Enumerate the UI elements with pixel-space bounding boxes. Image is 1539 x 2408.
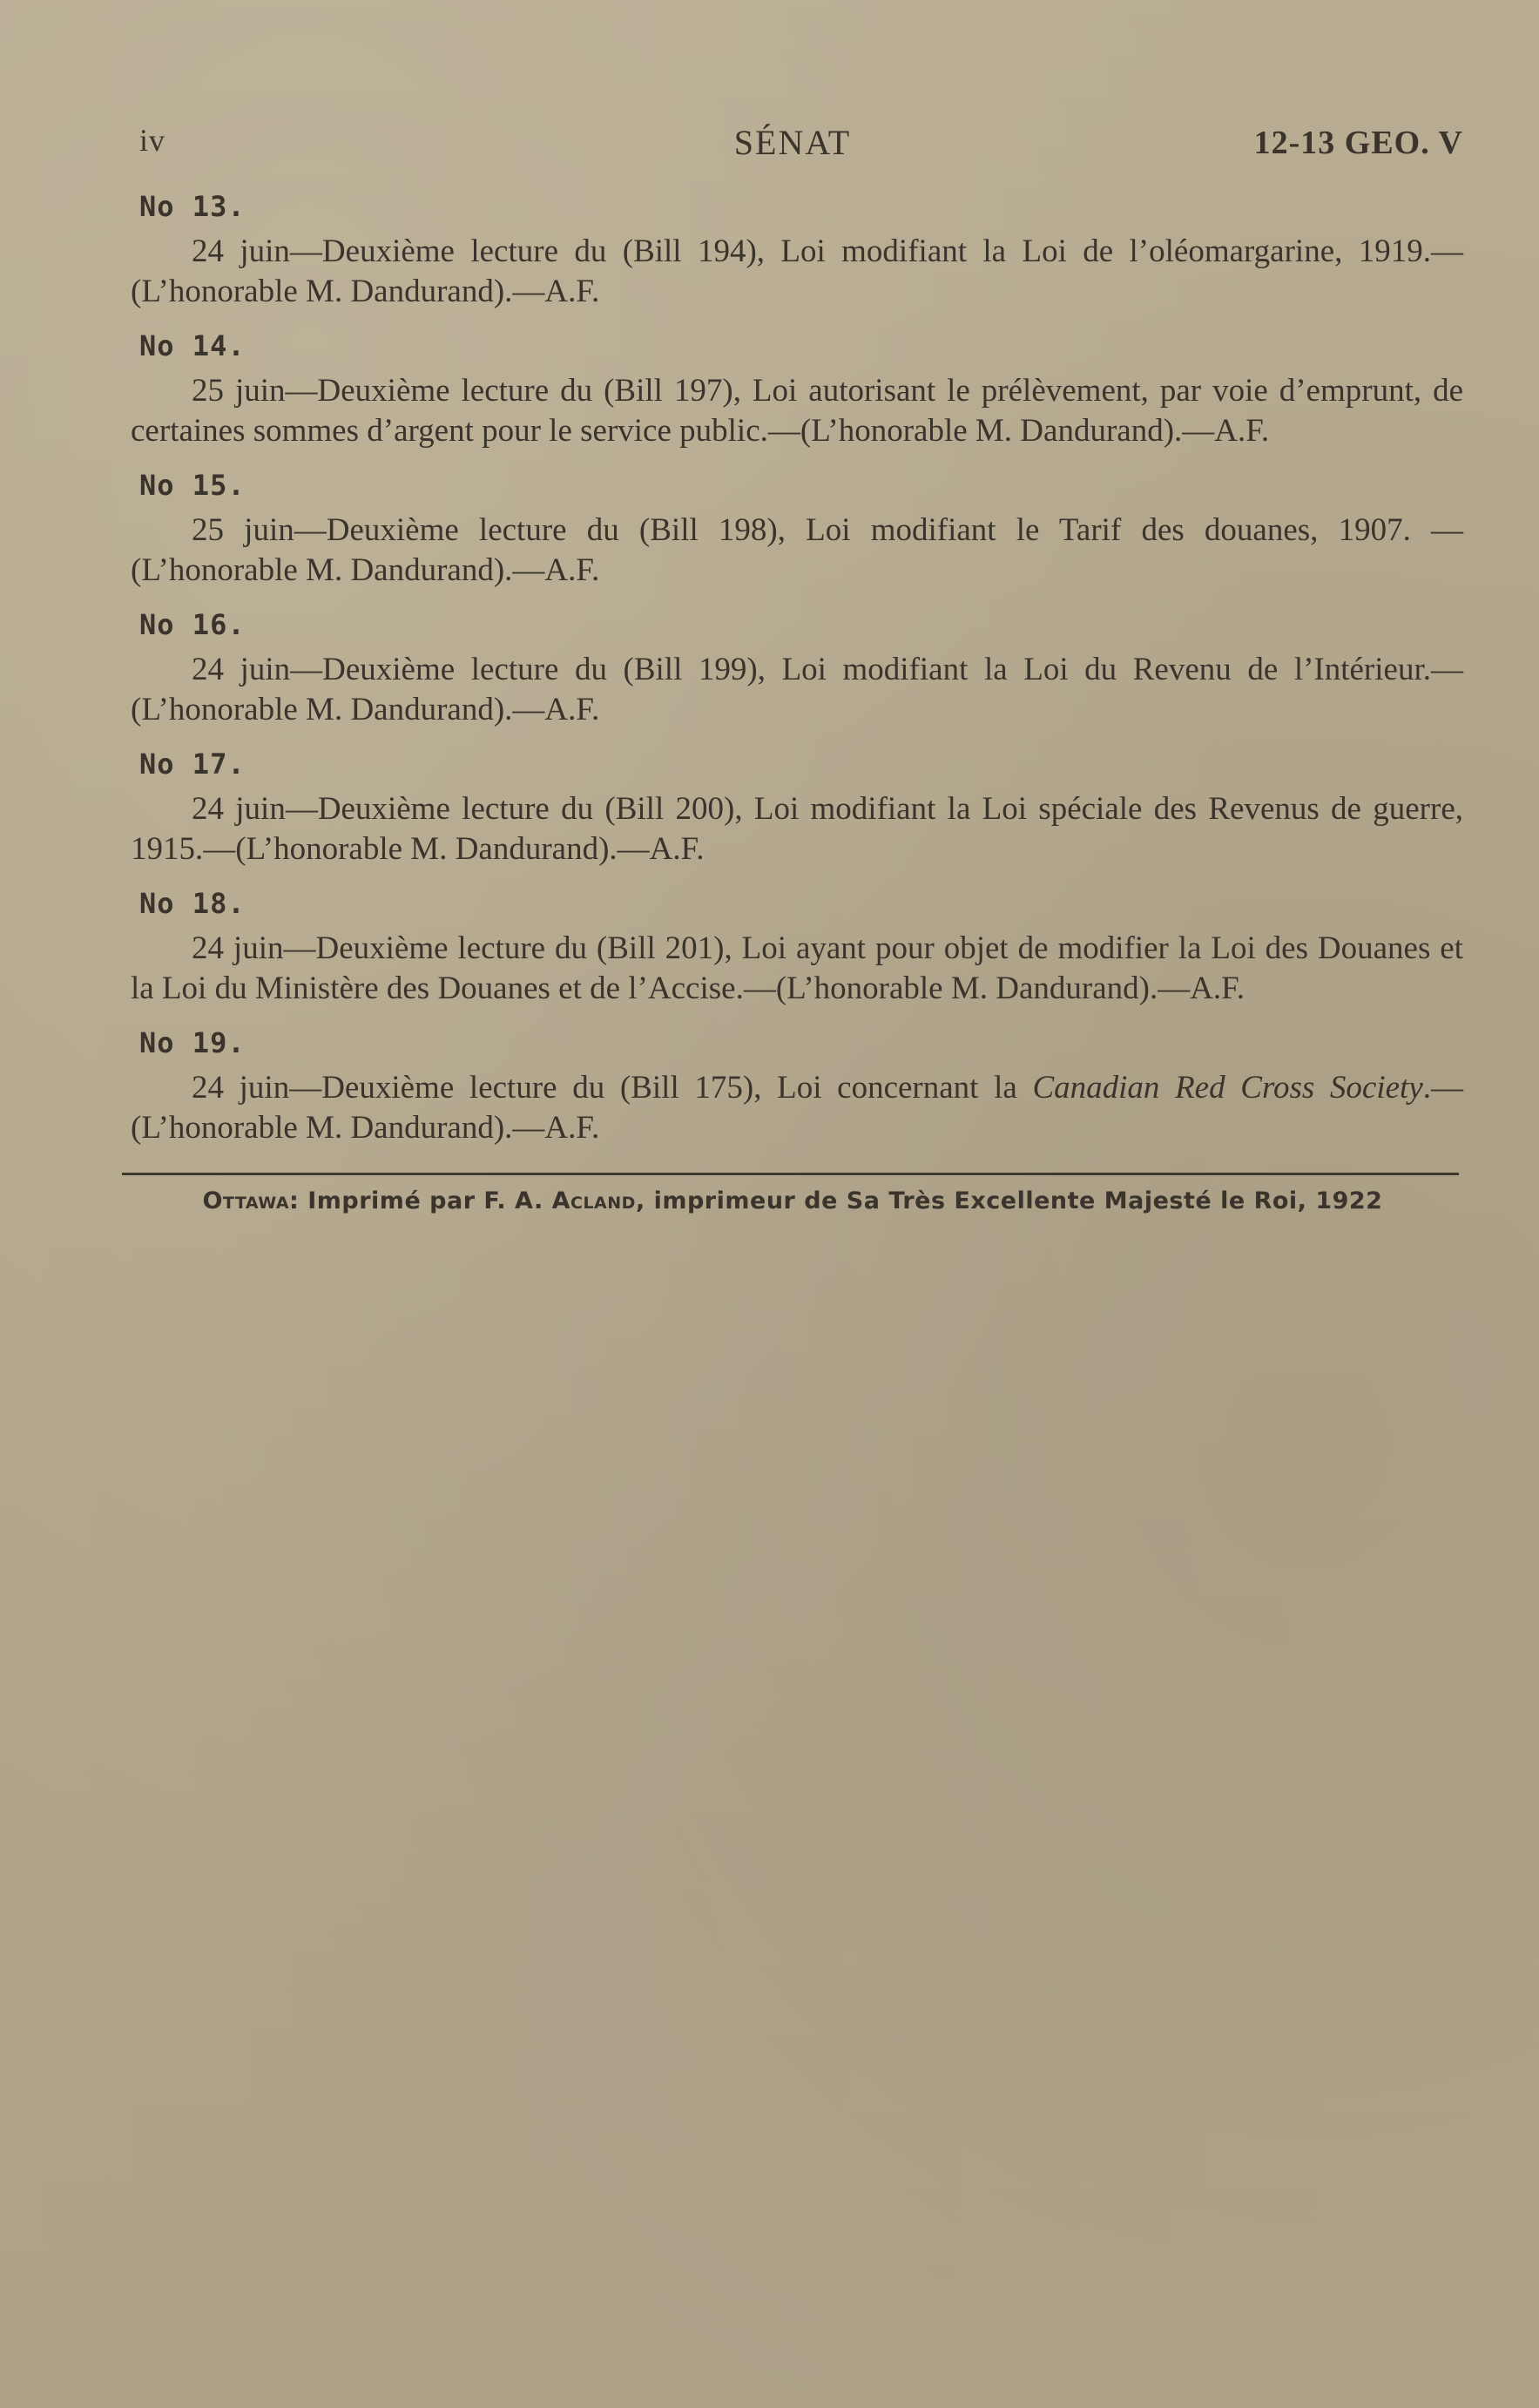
imprint-printer: Acland	[551, 1187, 636, 1214]
entry-16	[122, 608, 1463, 730]
entry-text-after: .—(L’honorable M. Dandurand).—A.F.	[131, 1070, 1464, 1146]
imprint-city: Ottawa	[202, 1187, 290, 1214]
entry-19	[122, 1026, 1463, 1148]
entry-text: 24 juin—Deuxième lecture du (Bill 201), Loi ayant pour objet de modifier la Loi des Douanes et la Loi du Ministère des Douanes et de l’Accise.—(L’honorable M. Dandurand).—A.F.	[131, 930, 1463, 1006]
entry-text-before: 24 juin—Deuxième lecture du (Bill 175), Loi concernant la	[192, 1070, 1033, 1106]
entry-number: No 13.	[139, 190, 246, 223]
imprint-text-2: , imprimeur de Sa Très Excellente Majesté le Roi, 1922	[635, 1187, 1383, 1214]
entries-list	[122, 190, 1463, 1148]
entry-text: 25 juin—Deuxième lecture du (Bill 198), Loi modifiant le Tarif des douanes, 1907. —(L’honorable M. Dandurand).—A.F.	[131, 512, 1463, 588]
entry-17	[122, 747, 1463, 869]
horizontal-rule	[122, 1173, 1459, 1175]
entry-15	[122, 469, 1463, 591]
entry-text: 24 juin—Deuxième lecture du (Bill 194), Loi modifiant la Loi de l’oléomargarine, 1919.—(L’honorable M. Dandurand).—A.F.	[131, 233, 1463, 309]
printer-imprint	[122, 1187, 1463, 1214]
entry-text: 25 juin—Deuxième lecture du (Bill 197), Loi autorisant le prélèvement, par voie d’emprunt, de certaines sommes d’argent pour le service public.—(L’honorable M. Dandurand).—A.F.	[131, 373, 1463, 449]
page-header	[122, 113, 1463, 174]
page-number: iv	[139, 123, 166, 158]
entry-number: No 19.	[139, 1026, 246, 1059]
document-page	[122, 113, 1463, 1214]
regnal-year: 12-13 GEO. V	[1253, 125, 1463, 161]
entry-text: 24 juin—Deuxième lecture du (Bill 199), Loi modifiant la Loi du Revenu de l’Intérieur.—(L’honorable M. Dandurand).—A.F.	[131, 652, 1463, 727]
entry-text: 24 juin—Deuxième lecture du (Bill 200), Loi modifiant la Loi spéciale des Revenus de guerre, 1915.—(L’honorable M. Dandurand).—A.F.	[131, 791, 1463, 867]
entry-text-italic: Canadian Red Cross Society	[1032, 1070, 1423, 1106]
entry-number: No 14.	[139, 329, 246, 362]
entry-text	[122, 1068, 1463, 1148]
entry-18	[122, 887, 1463, 1009]
entry-13	[122, 190, 1463, 312]
entry-number: No 17.	[139, 747, 246, 781]
entry-number: No 15.	[139, 469, 246, 502]
page-title: SÉNAT	[733, 123, 852, 162]
entry-number: No 18.	[139, 887, 246, 920]
imprint-text-1: : Imprimé par F. A.	[289, 1187, 552, 1214]
entry-14	[122, 329, 1463, 451]
entry-number: No 16.	[139, 608, 246, 641]
